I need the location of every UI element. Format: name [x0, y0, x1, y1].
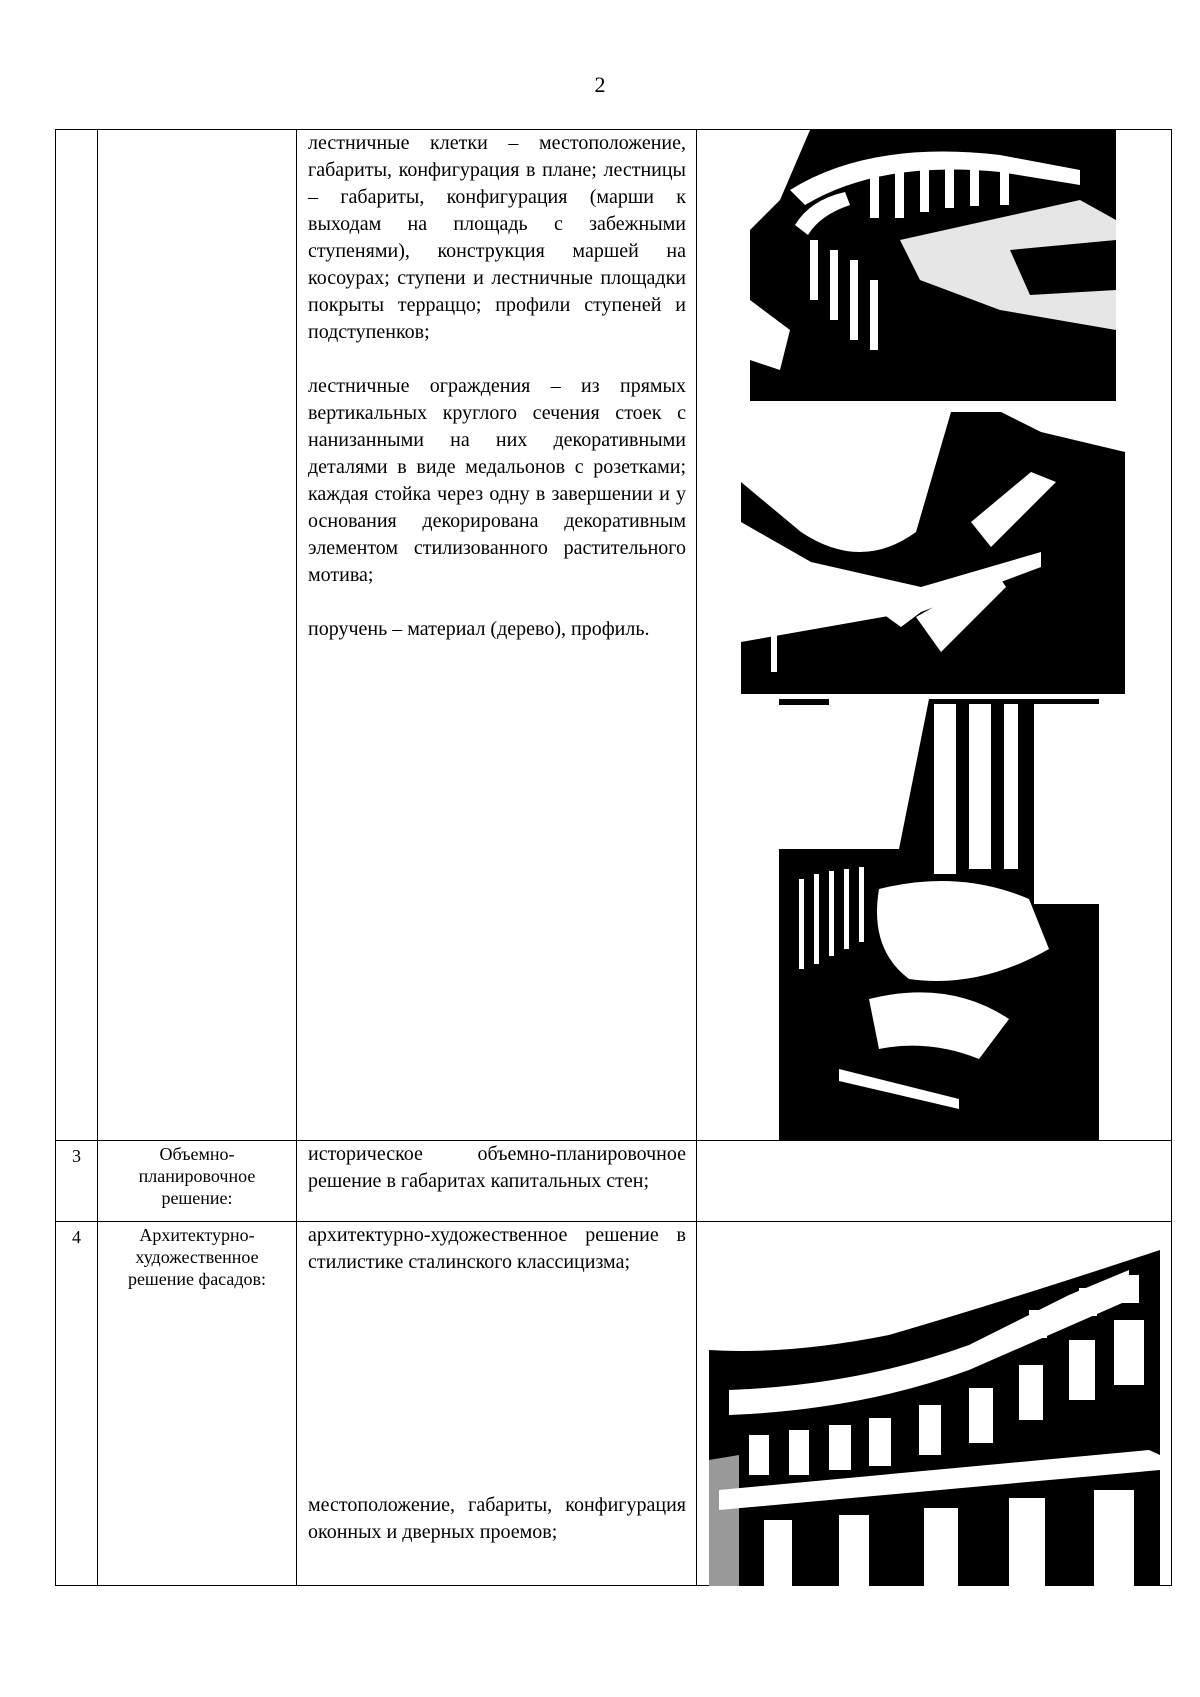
- table-row-stairs: [56, 130, 1172, 1141]
- table-row-3: [56, 1141, 1172, 1222]
- handrail-description: поручень – материал (дерево), профиль.: [308, 618, 650, 640]
- feature-description-cell: [297, 1222, 697, 1586]
- row-number-cell: [56, 130, 98, 1141]
- row-number-cell: [56, 1222, 98, 1586]
- handrail-photo: [741, 412, 1125, 694]
- feature-name: Объемно-планировочное решение:: [138, 1144, 256, 1208]
- feature-name-cell: [98, 1141, 297, 1222]
- layout-description: историческое объемно-планировочное решение в габаритах капитальных стен;: [308, 1143, 686, 1192]
- page-number: 2: [594, 72, 606, 97]
- photo-cell: [697, 1222, 1172, 1586]
- row-number: [56, 130, 97, 132]
- monument-features-table: [55, 129, 1172, 1586]
- feature-description-cell: [297, 1141, 697, 1222]
- facade-style-description: архитектурно-художественное решение в стилистике сталинского классицизма;: [308, 1224, 686, 1273]
- row-number-cell: [56, 1141, 98, 1222]
- facade-photo: [709, 1240, 1160, 1586]
- feature-description-cell: [297, 130, 697, 1141]
- feature-name-cell: [98, 130, 297, 1141]
- feature-name: [98, 130, 296, 132]
- openings-description: местоположение, габариты, конфигурация оконных и дверных проемов;: [308, 1494, 686, 1543]
- stair-balusters-photo: [779, 699, 1099, 1141]
- stair-cells-description: лестничные клетки – местоположение, габариты, конфигурация в плане; лестницы – габариты, конфигурация (марши к выходам на площадь с забежными ступенями), конструкция маршей на косоурах; ступени и лестничные площадки покрыты терраццо; профили ступеней и подступенков;: [308, 132, 686, 343]
- stair-railings-description: лестничные ограждения – из прямых вертикальных круглого сечения стоек с нанизанными на них декоративными деталями в виде медальонов с розетками; каждая стойка через одну в завершении и у основания декорирована декоративным элементом стилизованного растительного мотива;: [308, 375, 686, 586]
- feature-name-cell: [98, 1222, 297, 1586]
- feature-name: Архитектурно-художественное решение фасадов:: [127, 1225, 267, 1289]
- row-number: 4: [72, 1227, 81, 1247]
- row-number: 3: [72, 1146, 81, 1166]
- photo-cell: [697, 130, 1172, 1141]
- table-row-4: [56, 1222, 1172, 1586]
- photo-cell: [697, 1141, 1172, 1222]
- staircase-photo: [750, 130, 1116, 401]
